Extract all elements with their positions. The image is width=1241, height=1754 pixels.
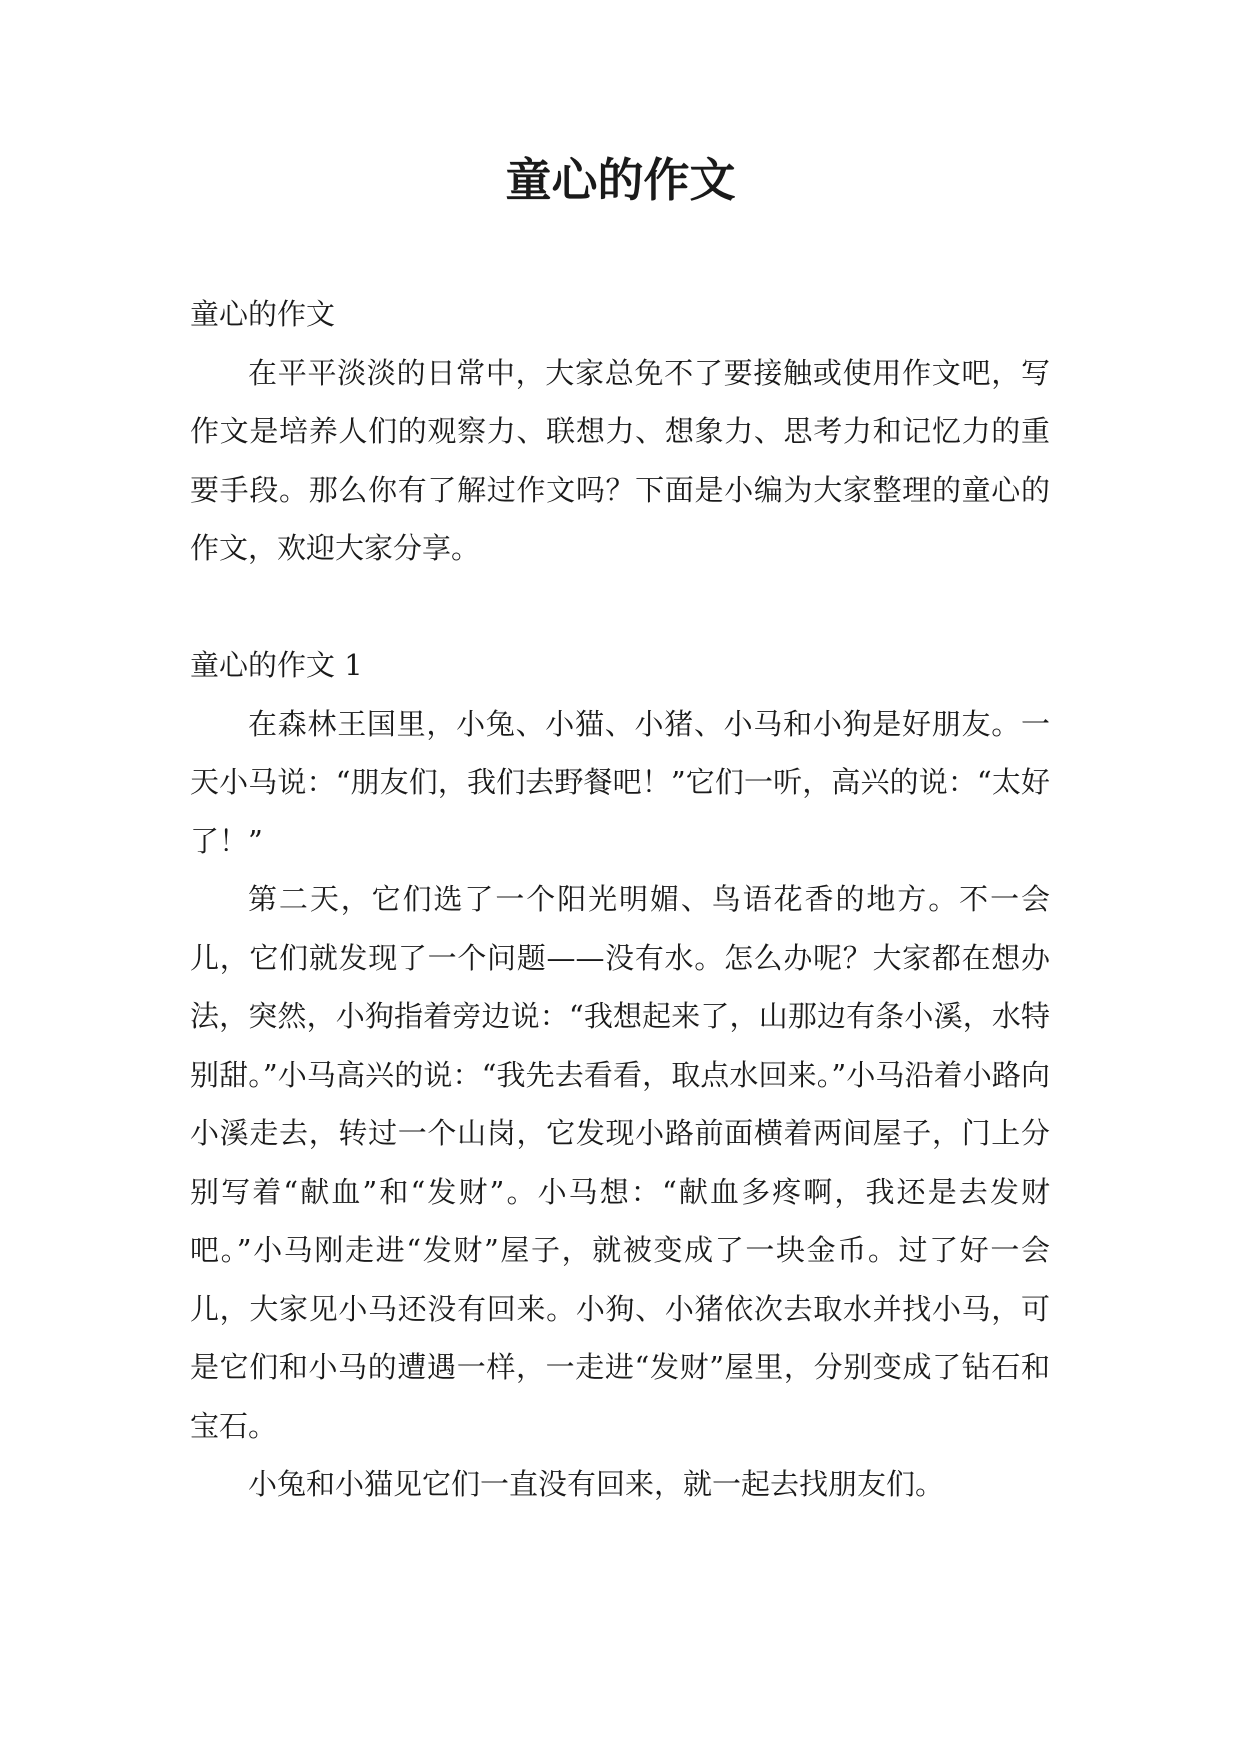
story-paragraph: 在森林王国里，小兔、小猫、小猪、小马和小狗是好朋友。一天小马说：“朋友们，我们去野餐吧！”它们一听，高兴的说：“太好了！” (190, 706, 1050, 858)
story-paragraph: 小兔和小猫见它们一直没有回来，就一起去找朋友们。 (248, 1467, 945, 1501)
intro-paragraph: 在平平淡淡的日常中，大家总免不了要接触或使用作文吧，写作文是培养人们的观察力、联想力、想象力、思考力和记忆力的重要手段。那么你有了解过作文吗？下面是小编为大家整理的童心的作文，欢迎大家分享。 (190, 355, 1050, 565)
story-paragraph: 第二天，它们选了一个阳光明媚、鸟语花香的地方。不一会儿，它们就发现了一个问题——没有水。怎么办呢？大家都在想办法，突然，小狗指着旁边说：“我想起来了，山那边有条小溪，水特别甜。”小马高兴的说：“我先去看看，取点水回来。”小马沿着小路向小溪走去，转过一个山岗，它发现小路前面横着两间屋子，门上分别写着“献血”和“发财”。小马想：“献血多疼啊，我还是去发财吧。”小马刚走进“发财”屋子，就被变成了一块金币。过了好一会儿，大家见小马还没有回来。小狗、小猪依次去取水并找小马，可是它们和小马的遭遇一样，一走进“发财”屋里，分别变成了钻石和宝石。 (190, 882, 1050, 1443)
document-body (190, 285, 1050, 1514)
document-title: 童心的作文 (505, 153, 736, 207)
section-spacer (190, 578, 1050, 637)
section-heading: 童心的作文 1 (190, 648, 363, 682)
intro-heading: 童心的作文 (190, 297, 336, 331)
